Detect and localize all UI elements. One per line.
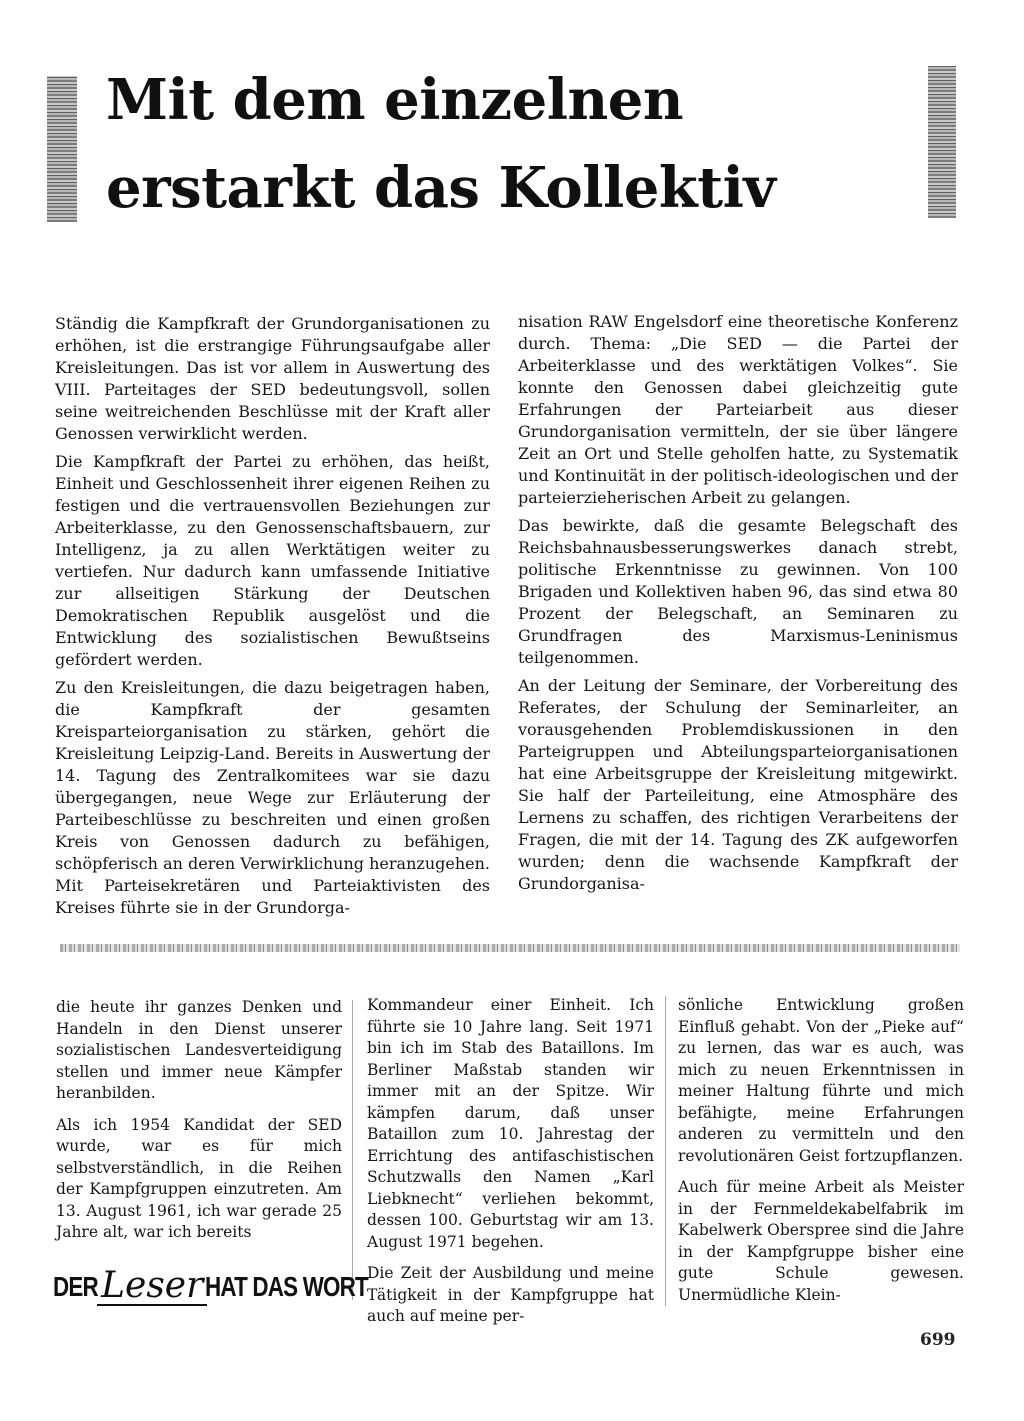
letter-column-3 [678,995,964,1306]
decorative-bar-left [47,76,77,222]
decorative-bar-right [928,66,956,218]
article-column-left [55,313,490,919]
letter-paragraph: Die Zeit der Ausbildung und meine Tätigkeit in der Kampfgruppe hat auch auf meine per- [367,1264,654,1325]
column-divider [352,1000,353,1300]
headline-line-2: erstarkt das Kollektiv [106,155,776,221]
letter-paragraph: sönliche Entwicklung großen Einfluß gehabt. Von der „Pieke auf“ zu lernen, das war es auch, was mich zu neuen Erkenntnissen in meiner Haltung führte und mich befähigte, meine Erfahrungen anderen zu vermitteln und den revolutionären Geist fortzupflanzen. [678,996,964,1165]
heading-der: DER [53,1271,98,1302]
letter-paragraph: die heute ihr ganzes Denken und Handeln in den Dienst unserer sozialistischen Landesverteidigung stellen und immer neue Kämpfer heranbilden. [56,998,342,1102]
article-paragraph: Zu den Kreisleitungen, die dazu beigetragen haben, die Kampfkraft der gesamten Kreisparteiorganisation zu stärken, gehört die Kreisleitung Leipzig-Land. Bereits in Auswertung der 14. Tagung des Zentralkomitees war sie dazu übergegangen, neue Wege zur Erläuterung der Parteibeschlüsse zu beschreiten und einen großen Kreis von Genossen dadurch zu befähigen, schöpferisch an deren Verwirklichung heranzugehen. Mit Parteisekretären und Parteiaktivisten des Kreises führte sie in der Grundorga- [55,678,490,917]
letter-column-1 [56,997,342,1244]
column-divider [665,996,666,1306]
article-paragraph: Die Kampfkraft der Partei zu erhöhen, das heißt, Einheit und Geschlossenheit ihrer eigenen Reihen zu festigen und die vertrauensvollen Beziehungen zur Arbeiterklasse, zu den Genossenschaftsbauern, zur Intelligenz, ja zu allen Werktätigen weiter zu vertiefen. Nur dadurch kann umfassende Initiative zur allseitigen Stärkung der Deutschen Demokratischen Republik ausgelöst und die Entwicklung des sozialistischen Bewußtseins gefördert werden. [55,452,490,669]
letter-paragraph: Als ich 1954 Kandidat der SED wurde, war es für mich selbstverständlich, in die Reihen der Kampfgruppen einzutreten. Am 13. August 1961, ich war gerade 25 Jahre alt, war ich bereits [56,1115,342,1241]
article-paragraph: Das bewirkte, daß die gesamte Belegschaft des Reichsbahnausbesserungswerkes danach strebt, politische Erkenntnisse zu gewinnen. Von 100 Brigaden und Kollektiven haben 96, das sind etwa 80 Prozent der Belegschaft, an Seminaren zu Grundfragen des Marxismus-Leninismus teilgenommen. [518,516,958,667]
letter-paragraph: Kommandeur einer Einheit. Ich führte sie 10 Jahre lang. Seit 1971 bin ich im Stab des Bataillons. Im Berliner Maßstab standen wir immer mit an der Spitze. Wir kämpfen darum, daß unser Bataillon zum 10. Jahrestag der Errichtung des antifaschistischen Schutzwalls den Namen „Karl Liebknecht“ verliehen bekommt, dessen 100. Geburtstag wir am 13. August 1971 begehen. [367,996,654,1251]
letter-column-2 [367,995,654,1328]
heading-hat-das-wort: HAT DAS WORT [205,1271,369,1302]
article-paragraph: An der Leitung der Seminare, der Vorbereitung des Referates, der Schulung der Seminarleiter, an vorausgehenden Problemdiskussionen in den Parteigruppen und Abteilungsparteiorganisationen hat eine Arbeitsgruppe der Kreisleitung mitgewirkt. Sie half der Parteileitung, eine Atmosphäre des Lernens zu schaffen, des richtigen Verarbeitens der Fragen, die mit der 14. Tagung des ZK aufgeworfen wurden; denn die wachsende Kampfkraft der Grundorganisa- [518,676,958,893]
article-paragraph: nisation RAW Engelsdorf eine theoretische Konferenz durch. Thema: „Die SED — die Partei der Arbeiterklasse und des werktätigen Volkes“. Sie konnte den Genossen dabei gleichzeitig gute Erfahrungen der Parteiarbeit aus dieser Grundorganisation vermitteln, der sie über längere Zeit an Ort und Stelle geholfen hatte, zu Systematik und Kontinuität in der politisch-ideologischen und der parteierzieherischen Arbeit zu gelangen. [518,312,958,507]
headline-line-1: Mit dem einzelnen [106,67,684,133]
article-paragraph: Ständig die Kampfkraft der Grundorganisationen zu erhöhen, ist die erstrangige Führungsaufgabe aller Kreisleitungen. Das ist vor allem in Auswertung des VIII. Parteitages der SED bedeutungsvoll, sollen seine weitreichenden Beschlüsse mit der Kraft aller Genossen verwirklicht werden. [55,314,490,443]
article-column-right [518,311,958,895]
heading-leser-script: Leser [97,1268,207,1306]
letter-paragraph: Auch für meine Arbeit als Meister in der Fernmeldekabelfabrik im Kabelwerk Oberspree sind die Jahre in der Kampfgruppe bisher eine gute Schule gewesen. Unermüdliche Klein- [678,1178,964,1304]
page-number: 699 [920,1330,956,1350]
reader-letters-heading [53,1262,409,1312]
section-separator [60,944,960,952]
